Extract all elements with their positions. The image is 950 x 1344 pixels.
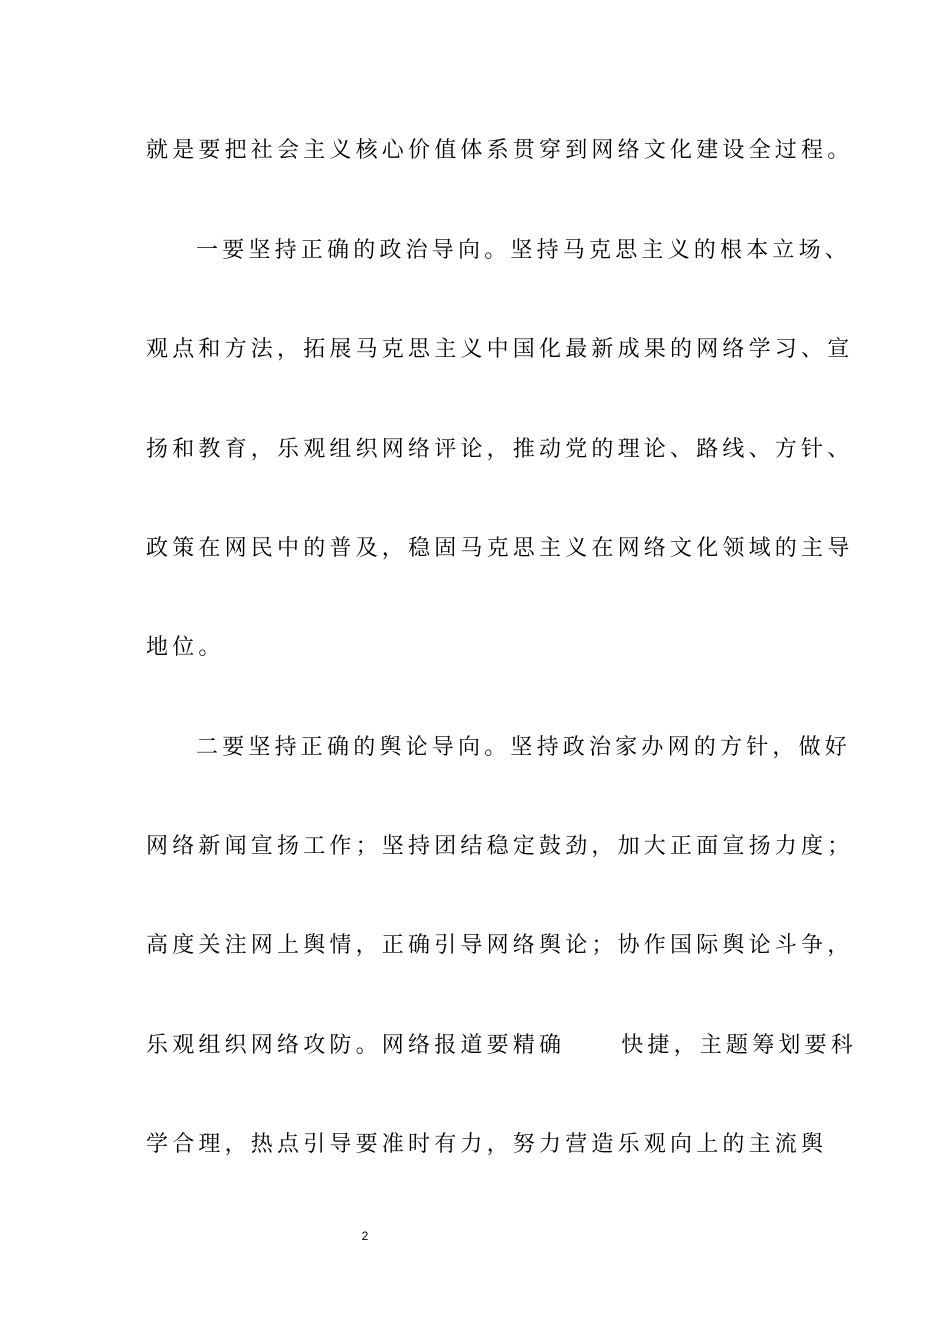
text-line: 高度关注网上舆情，正确引导网络舆论；协作国际舆论斗争， — [146, 933, 854, 958]
text-line: 政策在网民中的普及，稳固马克思主义在网络文化领域的主导 — [146, 536, 854, 561]
page-number: 2 — [361, 1229, 369, 1243]
paragraph-2-first-line: 二要坚持正确的舆论导向。坚持政治家办网的方针，做好 — [196, 735, 852, 760]
text-segment: 快捷，主题筹划要科 — [621, 1033, 858, 1058]
text-line: 网络新闻宣扬工作；坚持团结稳定鼓劲，加大正面宣扬力度； — [146, 834, 854, 859]
text-line: 学合理，热点引导要准时有力，努力营造乐观向上的主流舆 — [146, 1132, 828, 1157]
paragraph-1-first-line: 一要坚持正确的政治导向。坚持马克思主义的根本立场、 — [196, 238, 852, 263]
text-line: 就是要把社会主义核心价值体系贯穿到网络文化建设全过程。 — [146, 138, 854, 163]
text-line: 观点和方法，拓展马克思主义中国化最新成果的网络学习、宣 — [146, 337, 854, 362]
text-line: 扬和教育，乐观组织网络评论，推动党的理论、路线、方针、 — [146, 437, 854, 462]
text-line-with-gap — [146, 1029, 858, 1063]
text-segment: 乐观组织网络攻防。网络报道要精确 — [146, 1033, 566, 1058]
text-line: 地位。 — [146, 635, 225, 660]
